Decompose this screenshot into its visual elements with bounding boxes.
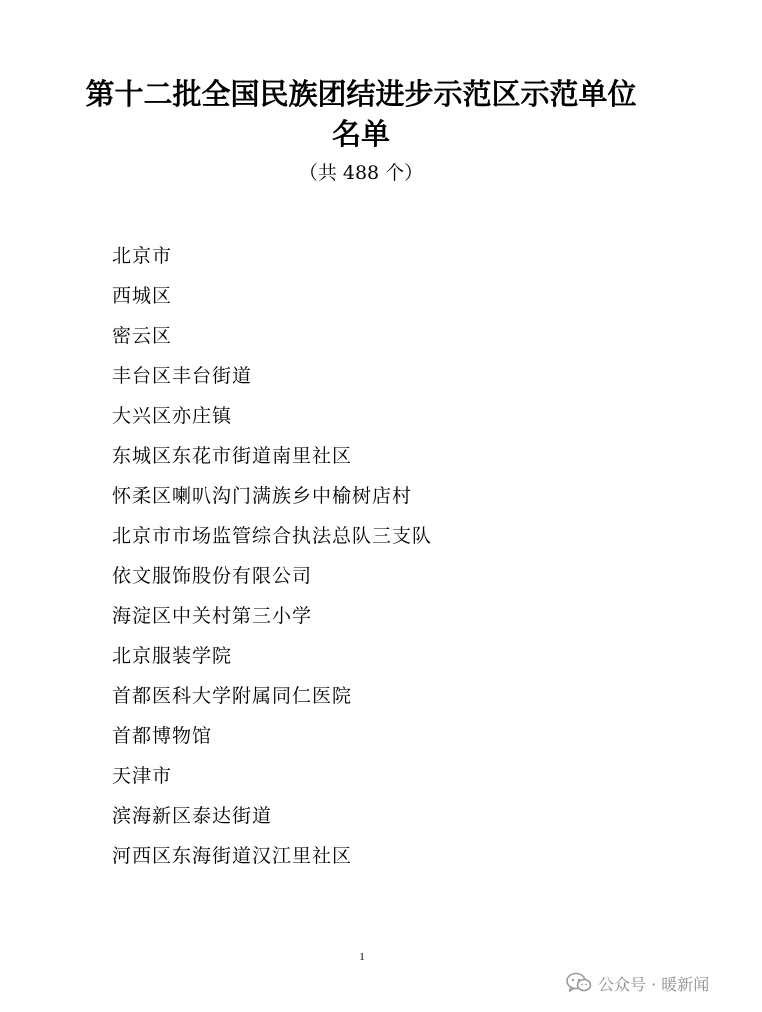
list-item: 海淀区中关村第三小学 (112, 605, 313, 627)
list-item: 北京服装学院 (112, 645, 233, 667)
list-item: 北京市 (112, 245, 173, 267)
wechat-icon (566, 972, 592, 994)
document-title-line2: 名单 (331, 117, 390, 151)
entry-list (112, 236, 432, 876)
list-item: 密云区 (112, 325, 173, 347)
list-item: 大兴区亦庄镇 (112, 405, 233, 427)
entry-count: （共 488 个） (298, 162, 424, 184)
list-item: 首都博物馆 (112, 725, 213, 747)
list-item: 北京市市场监管综合执法总队三支队 (112, 525, 433, 547)
page-number: 1 (359, 951, 365, 963)
list-item: 依文服饰股份有限公司 (112, 565, 313, 587)
list-item: 滨海新区泰达街道 (112, 805, 273, 827)
list-item: 河西区东海街道汉江里社区 (112, 845, 353, 867)
list-item: 西城区 (112, 285, 173, 307)
list-item: 怀柔区喇叭沟门满族乡中榆树店村 (112, 485, 413, 507)
document-title-line1: 第十二批全国民族团结进步示范区示范单位 (85, 77, 637, 111)
watermark-text: 公众号 · 暖新闻 (598, 974, 710, 994)
list-item: 丰台区丰台街道 (112, 365, 253, 387)
list-item: 东城区东花市街道南里社区 (112, 445, 353, 467)
wechat-watermark (566, 966, 709, 1000)
list-item: 天津市 (112, 765, 173, 787)
list-item: 首都医科大学附属同仁医院 (112, 685, 353, 707)
